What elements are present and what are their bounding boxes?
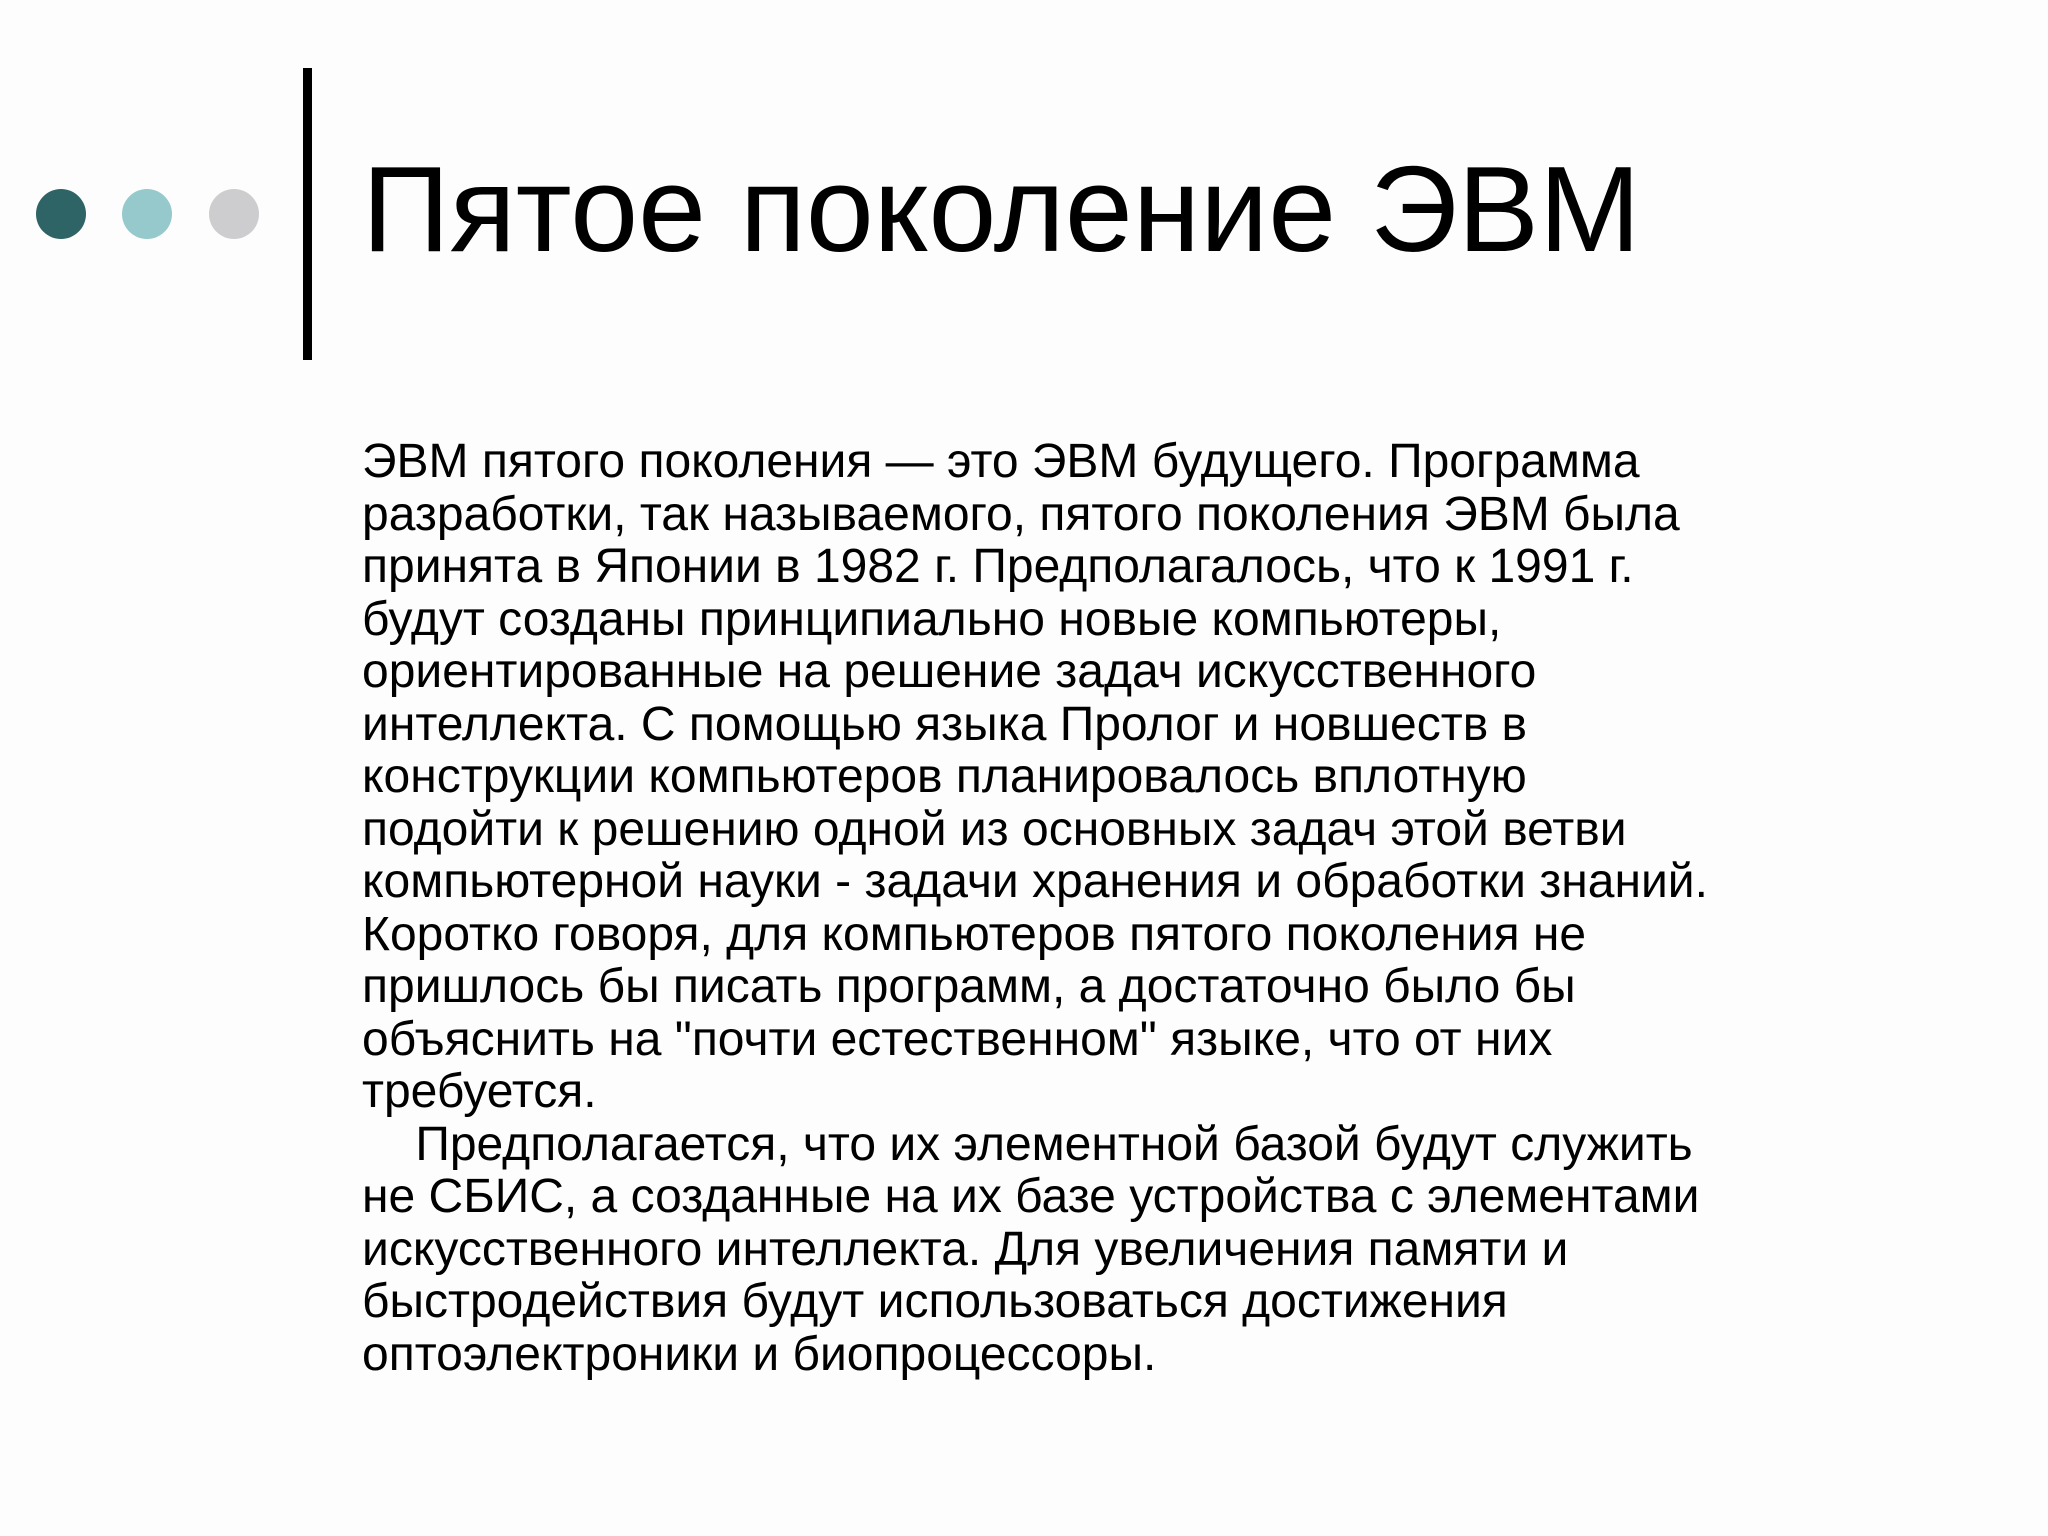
slide-title: Пятое поколение ЭВМ	[362, 141, 1641, 277]
title-divider	[303, 68, 312, 360]
body-paragraph-2: Предполагается, что их элементной базой будут служить не СБИС, а созданные на их базе устройства с элементами искусственного интеллекта. Для увеличения памяти и быстродействия будут использоваться достижения оптоэлектроники и биопроцессоры.	[362, 1117, 1700, 1381]
decor-dot-gray	[209, 189, 259, 239]
body-paragraph-1: ЭВМ пятого поколения — это ЭВМ будущего. Программа разработки, так называемого, пятого поколения ЭВМ была принята в Японии в 1982 г. Предполагалось, что к 1991 г. будут созданы принципиально новые компьютеры, ориентированные на решение задач искусственного интеллекта. С помощью языка Пролог и новшеств в конструкции компьютеров планировалось вплотную подойти к решению одной из основных задач этой ветви компьютерной науки - задачи хранения и обработки знаний. Коротко говоря, для компьютеров пятого поколения не пришлось бы писать программ, а достаточно было бы объяснить на "почти естественном" языке, что от них требуется.	[362, 435, 1708, 1118]
slide-body	[362, 436, 2002, 1381]
decor-dot-light	[122, 189, 172, 239]
decor-dot-dark	[36, 189, 86, 239]
